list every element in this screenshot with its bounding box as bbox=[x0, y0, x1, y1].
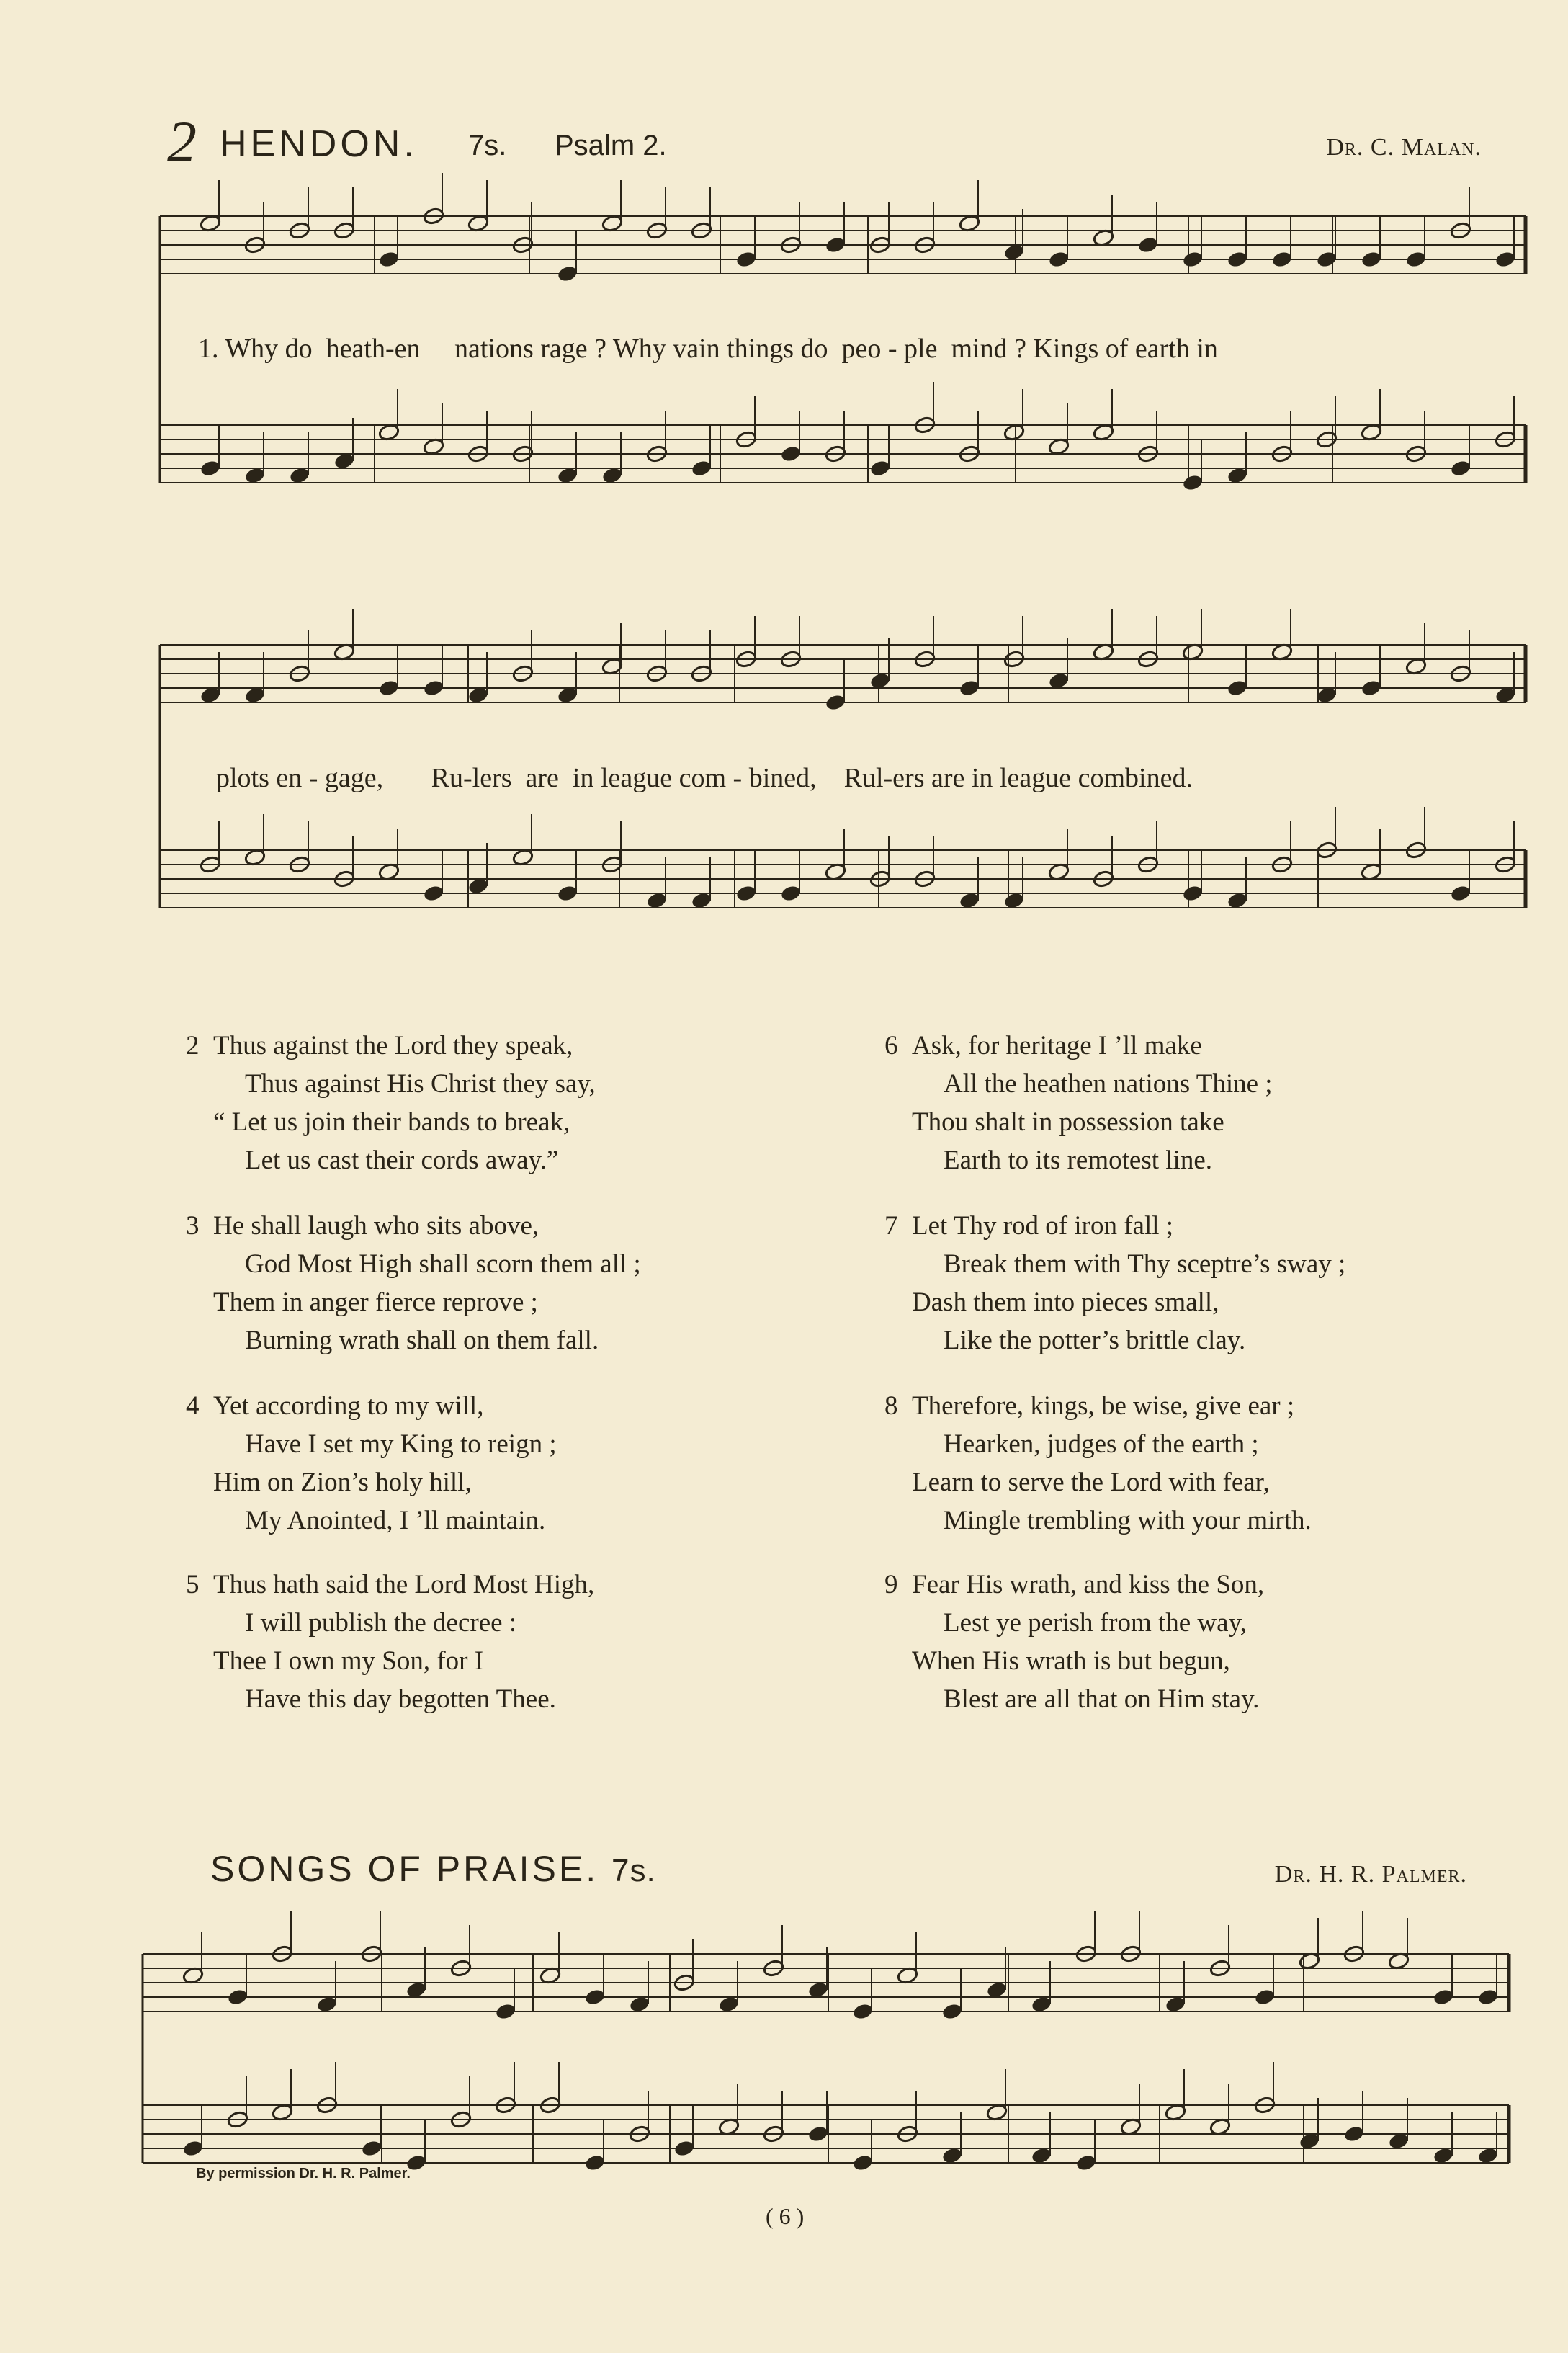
stanza-line: Break them with Thy sceptre’s sway ; bbox=[944, 1249, 1346, 1279]
stanza bbox=[186, 1387, 557, 1540]
note-head bbox=[959, 679, 981, 697]
stanza-line: I will publish the decree : bbox=[245, 1608, 517, 1638]
stanza bbox=[186, 1207, 641, 1359]
stanza-line: Lest ye perish from the way, bbox=[944, 1608, 1247, 1638]
stanza bbox=[186, 1027, 596, 1179]
note-head bbox=[780, 884, 802, 903]
note-head bbox=[825, 236, 847, 254]
stanza bbox=[884, 1566, 1264, 1718]
note-head bbox=[1450, 459, 1472, 478]
stanza-number: 4 bbox=[186, 1391, 200, 1421]
stanza-line: Have I set my King to reign ; bbox=[245, 1429, 557, 1459]
stanza-line: Thou shalt in possession take bbox=[912, 1107, 1224, 1137]
note-head bbox=[1182, 884, 1204, 903]
note-head bbox=[361, 2139, 383, 2158]
note-head bbox=[780, 445, 802, 463]
stanza-line: Thus hath said the Lord Most High, bbox=[213, 1570, 595, 1599]
stanza-number: 8 bbox=[884, 1391, 898, 1421]
note-head bbox=[1316, 250, 1338, 269]
note-head bbox=[1477, 1988, 1500, 2006]
stanza-number: 3 bbox=[186, 1211, 200, 1241]
note-head bbox=[200, 459, 222, 478]
stanza-line: He shall laugh who sits above, bbox=[213, 1211, 539, 1241]
stanza-line: Yet according to my will, bbox=[213, 1391, 484, 1421]
stanza-number: 5 bbox=[186, 1570, 200, 1599]
page-number: ( 6 ) bbox=[766, 2203, 805, 2229]
stanza-line: Them in anger fierce reprove ; bbox=[213, 1287, 538, 1317]
stanza-number: 6 bbox=[884, 1031, 898, 1061]
stanza-line: My Anointed, I ’ll maintain. bbox=[245, 1506, 546, 1535]
stanza-number: 9 bbox=[884, 1570, 898, 1599]
stanza-line: Him on Zion’s holy hill, bbox=[213, 1468, 472, 1497]
note-head bbox=[378, 250, 400, 269]
stanza-line: Fear His wrath, and kiss the Son, bbox=[912, 1570, 1265, 1599]
stanza-line: Thee I own my Son, for I bbox=[213, 1646, 484, 1676]
hymn-number: 2 bbox=[167, 109, 197, 174]
stanza-line: Like the potter’s brittle clay. bbox=[944, 1326, 1246, 1355]
permission-note: By permission Dr. H. R. Palmer. bbox=[196, 2166, 411, 2182]
note-head bbox=[584, 2153, 606, 2172]
note-head bbox=[869, 459, 892, 478]
note-head bbox=[852, 2002, 874, 2021]
hymn2-title-text: SONGS OF PRAISE. bbox=[210, 1849, 599, 1889]
note-head bbox=[1137, 236, 1160, 254]
stanza-line: Burning wrath shall on them fall. bbox=[245, 1326, 599, 1355]
composer: Dr. C. Malan. bbox=[1326, 134, 1482, 161]
note-head bbox=[1450, 884, 1472, 903]
note-head bbox=[852, 2153, 874, 2172]
note-head bbox=[691, 459, 713, 478]
hymn-meter: 7s. bbox=[468, 130, 507, 161]
note-head bbox=[1361, 679, 1383, 697]
stanza-line: God Most High shall scorn them all ; bbox=[245, 1249, 641, 1279]
note-head bbox=[673, 2139, 696, 2158]
hymn-title: HENDON. bbox=[220, 123, 418, 165]
note-head bbox=[1343, 2125, 1366, 2143]
stanza bbox=[884, 1027, 1273, 1179]
note-head bbox=[1182, 250, 1204, 269]
stanza-line: Let us cast their cords away.” bbox=[245, 1146, 559, 1175]
stanza bbox=[884, 1387, 1312, 1540]
note-head bbox=[423, 679, 445, 697]
stanza-number: 7 bbox=[884, 1211, 898, 1241]
stanza-line: “ Let us join their bands to break, bbox=[213, 1107, 570, 1137]
hymn2-meter: 7s. bbox=[611, 1853, 656, 1888]
note-head bbox=[584, 1988, 606, 2006]
note-head bbox=[182, 2139, 205, 2158]
stanza-line: Therefore, kings, be wise, give ear ; bbox=[912, 1391, 1295, 1421]
note-head bbox=[735, 884, 758, 903]
note-head bbox=[423, 884, 445, 903]
note-head bbox=[1075, 2153, 1098, 2172]
stanza bbox=[884, 1207, 1345, 1359]
note-head bbox=[807, 2125, 830, 2143]
note-head bbox=[557, 884, 579, 903]
stanza-line: Thus against the Lord they speak, bbox=[213, 1031, 573, 1061]
note-head bbox=[378, 679, 400, 697]
stanza-line: Ask, for heritage I ’ll make bbox=[912, 1031, 1202, 1061]
note-head bbox=[1495, 250, 1517, 269]
note-head bbox=[1048, 250, 1070, 269]
note-head bbox=[1405, 250, 1428, 269]
hymn-psalm: Psalm 2. bbox=[555, 130, 667, 161]
stanza-line: Mingle trembling with your mirth. bbox=[944, 1506, 1312, 1535]
lyrics-line-2: plots en - gage, Ru-lers are in league com - bined, Rul-ers are in league combined. bbox=[216, 763, 1193, 793]
stanza-line: Blest are all that on Him stay. bbox=[944, 1684, 1260, 1714]
stanza-line: Thus against His Christ they say, bbox=[245, 1069, 596, 1099]
note-head bbox=[941, 2002, 964, 2021]
stanza-line: Earth to its remotest line. bbox=[944, 1146, 1212, 1175]
note-head bbox=[557, 264, 579, 283]
hymn2-composer: Dr. H. R. Palmer. bbox=[1274, 1861, 1467, 1888]
note-head bbox=[227, 1988, 249, 2006]
note-head bbox=[1227, 679, 1249, 697]
note-head bbox=[1182, 473, 1204, 492]
stanza-line: Learn to serve the Lord with fear, bbox=[912, 1468, 1270, 1497]
lyrics-line-1: 1. Why do heath-en nations rage ? Why vain things do peo - ple mind ? Kings of earth in bbox=[198, 334, 1218, 364]
stanza-line: Have this day begotten Thee. bbox=[245, 1684, 556, 1714]
note-head bbox=[1227, 250, 1249, 269]
note-head bbox=[825, 693, 847, 712]
note-head bbox=[735, 250, 758, 269]
stanza-line: When His wrath is but begun, bbox=[912, 1646, 1230, 1676]
stanza-line: Let Thy rod of iron fall ; bbox=[912, 1211, 1174, 1241]
stanza-line: Dash them into pieces small, bbox=[912, 1287, 1219, 1317]
note-head bbox=[495, 2002, 517, 2021]
stanza-line: All the heathen nations Thine ; bbox=[944, 1069, 1273, 1099]
note-head bbox=[1361, 250, 1383, 269]
note-head bbox=[1254, 1988, 1276, 2006]
note-head bbox=[1433, 1988, 1455, 2006]
stanza-number: 2 bbox=[186, 1031, 200, 1061]
stanza-line: Hearken, judges of the earth ; bbox=[944, 1429, 1259, 1459]
note-head bbox=[1271, 250, 1294, 269]
hymn2-title bbox=[210, 1848, 656, 1890]
stanza bbox=[186, 1566, 594, 1718]
